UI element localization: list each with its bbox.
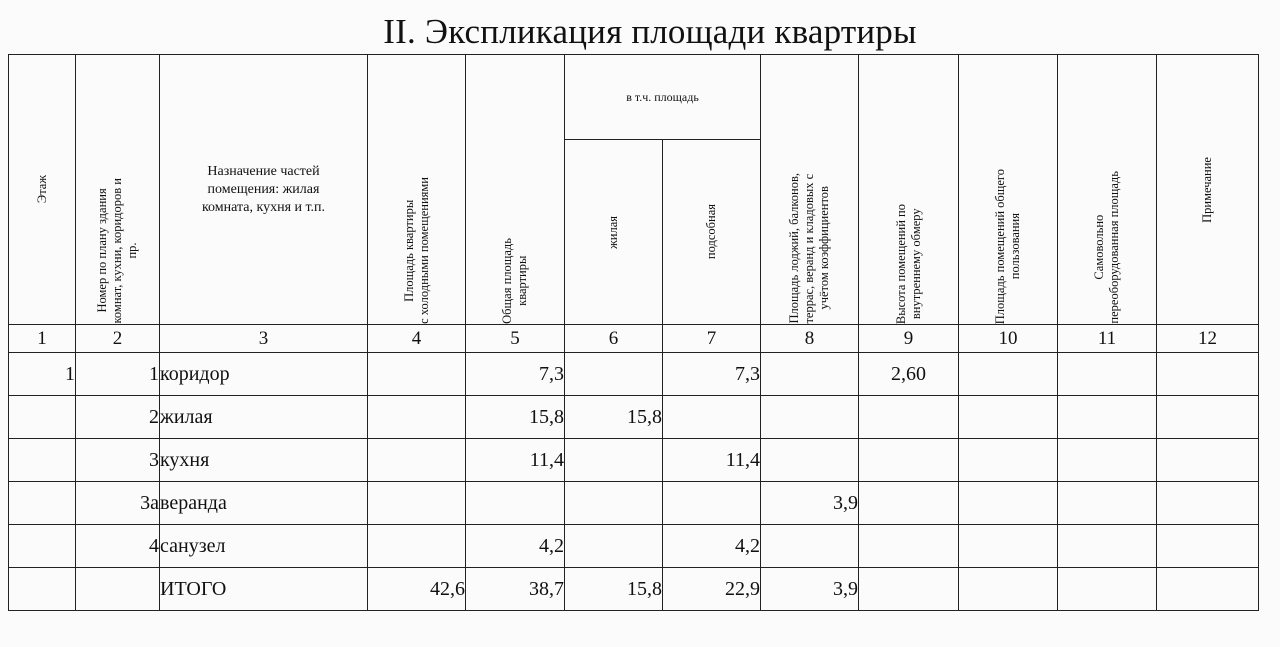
- cell-room-number: [76, 568, 160, 611]
- cell-common-area: [959, 396, 1058, 439]
- cell-area-with-cold: [368, 396, 466, 439]
- cell-total-area: [466, 482, 565, 525]
- explication-table: [8, 54, 1259, 611]
- header-total-area-label: Общая площадь квартиры: [500, 238, 529, 324]
- column-number: 5: [466, 325, 565, 353]
- cell-height: [859, 439, 959, 482]
- cell-floor: 1: [9, 353, 76, 396]
- table-row: [9, 439, 1259, 482]
- cell-height: 2,60: [859, 353, 959, 396]
- cell-room-number: 3а: [76, 482, 160, 525]
- cell-living: 15,8: [565, 396, 663, 439]
- header-total-area: [466, 55, 565, 325]
- header-floor-label: Этаж: [34, 175, 49, 204]
- cell-room-number: 2: [76, 396, 160, 439]
- cell-floor: [9, 482, 76, 525]
- header-purpose: [160, 55, 368, 325]
- cell-purpose: кухня: [160, 439, 368, 482]
- table-row: [9, 353, 1259, 396]
- cell-height: [859, 482, 959, 525]
- cell-purpose: санузел: [160, 525, 368, 568]
- table-row: [9, 525, 1259, 568]
- header-unauthorized-area: [1058, 55, 1157, 325]
- cell-common-area: [959, 525, 1058, 568]
- column-number: 7: [663, 325, 761, 353]
- cell-auxiliary: 4,2: [663, 525, 761, 568]
- total-row: [9, 568, 1259, 611]
- column-number: 11: [1058, 325, 1157, 353]
- cell-height: [859, 568, 959, 611]
- header-loggias-area-label: Площадь лоджий, балконов, террас, веранд и кладовых с учётом коэффициентов: [787, 173, 832, 324]
- header-unauthorized-area-label: Самовольно переоборудованная площадь: [1092, 171, 1122, 324]
- column-number: 10: [959, 325, 1058, 353]
- cell-loggias: 3,9: [761, 568, 859, 611]
- header-note-label: Примечание: [1200, 156, 1215, 223]
- cell-area-with-cold: [368, 525, 466, 568]
- header-loggias-area: [761, 55, 859, 325]
- cell-living: [565, 439, 663, 482]
- cell-auxiliary: [663, 396, 761, 439]
- cell-area-with-cold: [368, 353, 466, 396]
- cell-living: 15,8: [565, 568, 663, 611]
- cell-auxiliary: 7,3: [663, 353, 761, 396]
- table-row: [9, 482, 1259, 525]
- cell-total-area: 11,4: [466, 439, 565, 482]
- cell-note: [1157, 482, 1259, 525]
- header-including-area-label: в т.ч. площадь: [626, 89, 699, 104]
- cell-auxiliary: [663, 482, 761, 525]
- cell-unauthorized: [1058, 353, 1157, 396]
- cell-total-area: 7,3: [466, 353, 565, 396]
- cell-purpose: коридор: [160, 353, 368, 396]
- cell-living: [565, 353, 663, 396]
- column-number: 4: [368, 325, 466, 353]
- cell-living: [565, 525, 663, 568]
- column-number: 9: [859, 325, 959, 353]
- cell-note: [1157, 396, 1259, 439]
- cell-note: [1157, 568, 1259, 611]
- column-number: 2: [76, 325, 160, 353]
- column-number: 12: [1157, 325, 1259, 353]
- column-number: 6: [565, 325, 663, 353]
- header-area-with-cold: [368, 55, 466, 325]
- cell-total-area: 15,8: [466, 396, 565, 439]
- header-floor: [9, 55, 76, 325]
- cell-area-with-cold: 42,6: [368, 568, 466, 611]
- cell-height: [859, 396, 959, 439]
- column-number-row: [9, 325, 1259, 353]
- column-number: 1: [9, 325, 76, 353]
- cell-room-number: 4: [76, 525, 160, 568]
- column-number: 3: [160, 325, 368, 353]
- cell-common-area: [959, 439, 1058, 482]
- cell-height: [859, 525, 959, 568]
- header-note: [1157, 55, 1259, 325]
- cell-unauthorized: [1058, 525, 1157, 568]
- header-common-area: [959, 55, 1058, 325]
- header-common-area-label: Площадь помещений общего пользования: [993, 168, 1023, 324]
- cell-area-with-cold: [368, 439, 466, 482]
- header-auxiliary-label: подсобная: [704, 204, 718, 260]
- cell-note: [1157, 439, 1259, 482]
- header-area-with-cold-label: Площадь квартиры с холодными помещениями: [401, 177, 431, 324]
- cell-loggias: [761, 353, 859, 396]
- cell-unauthorized: [1058, 396, 1157, 439]
- header-height: [859, 55, 959, 325]
- cell-auxiliary: 22,9: [663, 568, 761, 611]
- cell-common-area: [959, 568, 1058, 611]
- header-room-number: [76, 55, 160, 325]
- cell-floor: [9, 525, 76, 568]
- cell-loggias: [761, 439, 859, 482]
- cell-room-number: 3: [76, 439, 160, 482]
- cell-common-area: [959, 353, 1058, 396]
- cell-total-label: ИТОГО: [160, 568, 368, 611]
- cell-purpose: веранда: [160, 482, 368, 525]
- cell-note: [1157, 353, 1259, 396]
- cell-auxiliary: 11,4: [663, 439, 761, 482]
- cell-loggias: [761, 525, 859, 568]
- cell-purpose: жилая: [160, 396, 368, 439]
- cell-unauthorized: [1058, 482, 1157, 525]
- cell-loggias: 3,9: [761, 482, 859, 525]
- cell-area-with-cold: [368, 482, 466, 525]
- cell-unauthorized: [1058, 439, 1157, 482]
- header-purpose-label: Назначение частей помещения: жилая комната, кухня и т.п.: [201, 163, 326, 215]
- cell-note: [1157, 525, 1259, 568]
- cell-floor: [9, 568, 76, 611]
- header-room-number-label: Номер по плану здания комнат, кухни, коридоров и пр.: [95, 178, 139, 324]
- cell-floor: [9, 396, 76, 439]
- header-auxiliary: [663, 140, 761, 325]
- header-living-label: жилая: [606, 215, 620, 249]
- cell-common-area: [959, 482, 1058, 525]
- cell-unauthorized: [1058, 568, 1157, 611]
- cell-floor: [9, 439, 76, 482]
- header-including-area: [565, 55, 761, 140]
- cell-living: [565, 482, 663, 525]
- header-height-label: Высота помещений по внутреннему обмеру: [893, 203, 923, 324]
- page-title: II. Экспликация площади квартиры: [383, 12, 917, 51]
- table-row: [9, 396, 1259, 439]
- cell-room-number: 1: [76, 353, 160, 396]
- cell-loggias: [761, 396, 859, 439]
- cell-total-area: 4,2: [466, 525, 565, 568]
- cell-total-area: 38,7: [466, 568, 565, 611]
- header-living: [565, 140, 663, 325]
- column-number: 8: [761, 325, 859, 353]
